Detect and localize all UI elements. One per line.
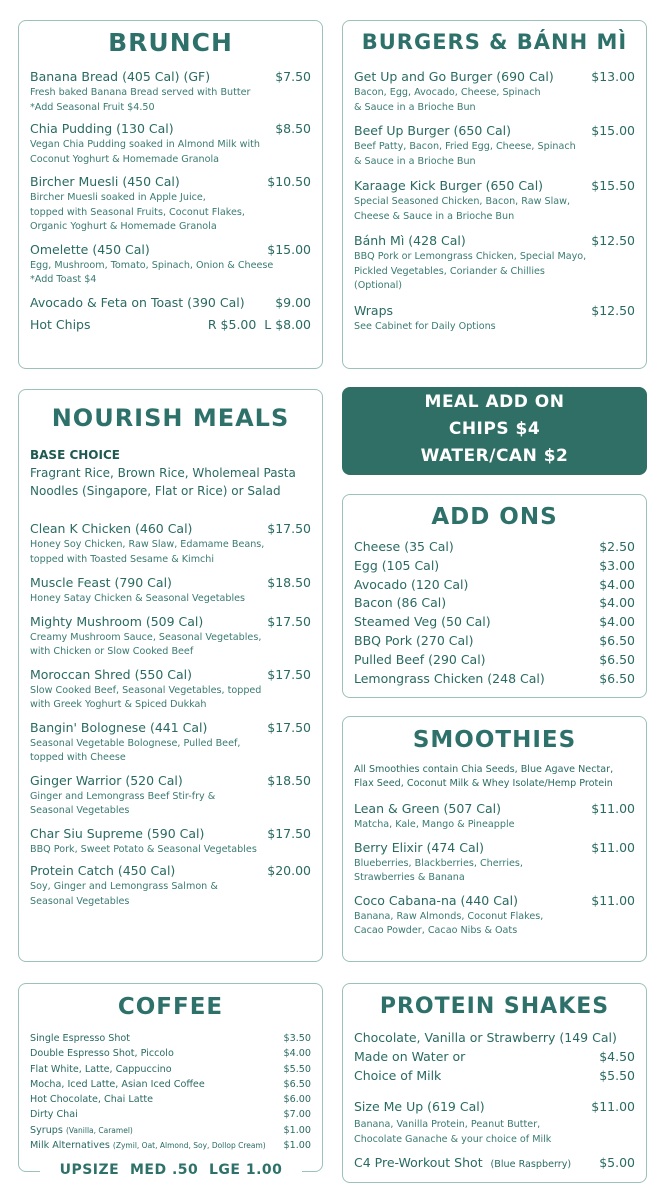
protein-panel xyxy=(342,983,647,1183)
item-description: Slow Cooked Beef, Seasonal Vegetables, topped with Greek Yoghurt & Spiced Dukkah xyxy=(30,684,262,710)
coffee-row xyxy=(30,1123,311,1138)
coffee-row xyxy=(30,1077,311,1092)
coffee-upsize: UPSIZE MED .50 LGE 1.00 xyxy=(40,1162,302,1178)
brunch-panel xyxy=(18,20,323,369)
item-name: Char Siu Supreme (590 Cal) xyxy=(30,825,205,841)
addons-list xyxy=(354,538,635,688)
addon-name: Bacon (86 Cal) xyxy=(354,595,447,611)
smoothies-panel xyxy=(342,716,647,962)
coffee-name: Single Espresso Shot xyxy=(30,1033,131,1044)
protein-size-name: Size Me Up (619 Cal) xyxy=(354,1099,485,1114)
menu-item xyxy=(30,242,311,288)
item-description: Honey Satay Chicken & Seasonal Vegetables xyxy=(30,593,246,604)
protein-title: PROTEIN SHAKES xyxy=(379,994,610,1019)
item-description: Bacon, Egg, Avocado, Cheese, Spinach & Sauce in a Brioche Bun xyxy=(354,87,541,113)
item-price: $11.00 xyxy=(591,839,635,855)
protein-flavours: Chocolate, Vanilla or Strawberry (149 Cal) xyxy=(354,1030,617,1045)
base-choice-label: BASE CHOICE xyxy=(30,448,120,462)
item-price: $17.50 xyxy=(267,825,311,841)
coffee-name-group xyxy=(30,1031,130,1046)
coffee-row xyxy=(30,1046,311,1061)
addon-row xyxy=(354,613,635,632)
addon-row xyxy=(354,594,635,613)
item-name: Muscle Feast (790 Cal) xyxy=(30,575,172,590)
addon-row xyxy=(354,632,635,651)
addon-row xyxy=(354,670,635,689)
addon-name: Lemongrass Chicken (248 Cal) xyxy=(354,670,545,686)
coffee-name: Mocha, Iced Latte, Asian Iced Coffee xyxy=(30,1078,205,1090)
protein-milk-row xyxy=(354,1066,635,1085)
item-description: Fresh baked Banana Bread served with Butter *Add Seasonal Fruit $4.50 xyxy=(30,87,251,113)
item-name: Get Up and Go Burger (690 Cal) xyxy=(354,69,554,84)
item-description: Honey Soy Chicken, Raw Slaw, Edamame Beans, topped with Toasted Sesame & Kimchi xyxy=(30,539,265,565)
menu-item xyxy=(354,178,635,224)
item-price: $17.50 xyxy=(267,719,311,735)
addon-name: Cheese (35 Cal) xyxy=(354,539,454,554)
item-price: $15.00 xyxy=(267,241,311,257)
menu-item xyxy=(354,801,635,833)
coffee-row xyxy=(30,1092,311,1107)
item-price: $7.50 xyxy=(275,69,311,84)
burgers-title: BURGERS & BÁNH MÌ xyxy=(361,30,628,54)
item-price: $17.50 xyxy=(267,666,311,682)
addon-price: $6.50 xyxy=(599,670,635,686)
item-price: $8.50 xyxy=(275,121,311,136)
menu-item xyxy=(354,123,635,169)
coffee-name-group xyxy=(30,1107,78,1122)
item-name: Berry Elixir (474 Cal) xyxy=(354,839,484,855)
item-name: Ginger Warrior (520 Cal) xyxy=(30,772,183,788)
item-description: Blueberries, Blackberries, Cherries, Strawberries & Banana xyxy=(354,857,523,883)
coffee-name: Syrups xyxy=(30,1124,63,1136)
addon-price: $2.50 xyxy=(599,539,635,554)
coffee-name: Double Espresso Shot, Piccolo xyxy=(30,1048,174,1060)
item-description: Creamy Mushroom Sauce, Seasonal Vegetables, with Chicken or Slow Cooked Beef xyxy=(30,631,262,657)
item-price: $18.50 xyxy=(267,772,311,788)
coffee-name: Dirty Chai xyxy=(30,1109,78,1121)
meal-addon-banner xyxy=(342,387,647,475)
item-price: $9.00 xyxy=(275,294,311,310)
menu-item xyxy=(30,521,311,567)
item-price: $10.50 xyxy=(267,174,311,189)
addon-name: Pulled Beef (290 Cal) xyxy=(354,651,486,667)
coffee-price: $7.00 xyxy=(283,1109,311,1121)
addon-price: $6.50 xyxy=(599,632,635,648)
coffee-row xyxy=(30,1031,311,1046)
item-name: Omelette (450 Cal) xyxy=(30,241,150,257)
addon-row xyxy=(354,557,635,576)
coffee-row xyxy=(30,1138,311,1153)
coffee-row xyxy=(30,1062,311,1077)
item-price: $13.00 xyxy=(591,69,635,84)
item-price: $15.50 xyxy=(591,178,635,193)
nourish-title: NOURISH MEALS xyxy=(51,404,290,432)
addon-price: $6.50 xyxy=(599,651,635,667)
item-description: Ginger and Lemongrass Beef Stir-fry & Seasonal Vegetables xyxy=(30,790,216,816)
item-price: $17.50 xyxy=(267,521,311,536)
coffee-note: (Zymil, Oat, Almond, Soy, Dollop Cream) xyxy=(112,1141,266,1151)
item-price: $12.50 xyxy=(591,302,635,318)
item-name: Chia Pudding (130 Cal) xyxy=(30,121,174,136)
addon-price: $4.00 xyxy=(599,576,635,592)
protein-c4-row xyxy=(354,1153,635,1174)
meal-addon-line3: WATER/CAN $2 xyxy=(420,446,569,466)
coffee-name: Flat White, Latte, Cappuccino xyxy=(30,1063,172,1075)
protein-size-row xyxy=(354,1097,635,1116)
addon-row xyxy=(354,651,635,670)
item-name: Wraps xyxy=(354,302,394,318)
menu-item xyxy=(30,121,311,167)
burgers-panel xyxy=(342,20,647,369)
menu-item xyxy=(30,614,311,660)
menu-item xyxy=(354,840,635,886)
smoothies-intro: All Smoothies contain Chia Seeds, Blue Agave Nectar, Flax Seed, Coconut Milk & Whey Isolate/Hemp Protein xyxy=(354,764,614,789)
item-description: Beef Patty, Bacon, Fried Egg, Cheese, Spinach & Sauce in a Brioche Bun xyxy=(354,141,576,167)
item-description: BBQ Pork, Sweet Potato & Seasonal Vegetables xyxy=(30,843,257,855)
addon-name: BBQ Pork (270 Cal) xyxy=(354,632,474,648)
coffee-name-group xyxy=(30,1062,172,1077)
base-choice-text: Fragrant Rice, Brown Rice, Wholemeal Pasta Noodles (Singapore, Flat or Rice) or Salad xyxy=(30,466,296,498)
coffee-panel xyxy=(18,983,323,1172)
menu-item xyxy=(30,667,311,713)
item-name: Bánh Mì (428 Cal) xyxy=(354,233,466,248)
item-name: Lean & Green (507 Cal) xyxy=(354,801,501,816)
addon-price: $3.00 xyxy=(599,557,635,573)
addon-name: Egg (105 Cal) xyxy=(354,557,440,573)
item-name: Avocado & Feta on Toast (390 Cal) xyxy=(30,294,245,310)
coffee-price: $1.00 xyxy=(283,1140,311,1152)
item-price: R $5.00 L $8.00 xyxy=(207,316,311,332)
coffee-name: Hot Chocolate, Chai Latte xyxy=(30,1094,154,1106)
item-name: Karaage Kick Burger (650 Cal) xyxy=(354,178,544,193)
coffee-title: COFFEE xyxy=(117,994,224,1020)
item-price: $12.50 xyxy=(591,233,635,248)
item-name: Mighty Mushroom (509 Cal) xyxy=(30,613,204,629)
item-price: $20.00 xyxy=(267,863,311,878)
menu-item xyxy=(30,295,311,310)
brunch-list xyxy=(30,69,311,339)
coffee-price: $6.00 xyxy=(283,1094,311,1106)
item-name: Bangin' Bolognese (441 Cal) xyxy=(30,719,208,735)
menu-item xyxy=(30,720,311,766)
smoothies-list xyxy=(354,801,635,946)
item-name: Beef Up Burger (650 Cal) xyxy=(354,123,511,138)
item-price: $15.00 xyxy=(591,123,635,138)
coffee-price: $4.00 xyxy=(283,1048,311,1060)
smoothies-title: SMOOTHIES xyxy=(412,727,577,753)
item-description: Banana, Raw Almonds, Coconut Flakes, Cacao Powder, Cacao Nibs & Oats xyxy=(354,910,544,936)
protein-size-desc: Banana, Vanilla Protein, Peanut Butter, Chocolate Ganache & your choice of Milk xyxy=(354,1119,552,1145)
coffee-note: (Vanilla, Caramel) xyxy=(65,1125,133,1135)
addon-name: Steamed Veg (50 Cal) xyxy=(354,614,491,630)
addon-price: $4.00 xyxy=(599,614,635,630)
coffee-name-group xyxy=(30,1092,153,1107)
item-description: Egg, Mushroom, Tomato, Spinach, Onion & Cheese *Add Toast $4 xyxy=(30,259,274,285)
addons-title: ADD ONS xyxy=(431,504,558,530)
meal-addon-line2: CHIPS $4 xyxy=(448,419,541,439)
menu-item xyxy=(30,826,311,858)
addon-row xyxy=(354,576,635,595)
item-name: Banana Bread (405 Cal) (GF) xyxy=(30,69,211,84)
nourish-list xyxy=(30,521,311,915)
coffee-name-group xyxy=(30,1138,266,1153)
menu-item xyxy=(354,69,635,115)
protein-size-price: $11.00 xyxy=(591,1099,635,1114)
addon-row xyxy=(354,538,635,557)
item-description: Matcha, Kale, Mango & Pineapple xyxy=(354,819,515,830)
item-name: Hot Chips xyxy=(30,316,91,332)
menu-item xyxy=(30,317,311,332)
coffee-name: Milk Alternatives xyxy=(30,1140,110,1152)
item-name: Moroccan Shred (550 Cal) xyxy=(30,666,193,682)
item-name: Clean K Chicken (460 Cal) xyxy=(30,521,193,536)
item-name: Protein Catch (450 Cal) xyxy=(30,863,176,878)
addon-name: Avocado (120 Cal) xyxy=(354,576,469,592)
brunch-title: BRUNCH xyxy=(108,28,233,57)
protein-water-price: $4.50 xyxy=(599,1049,635,1064)
protein-c4-note: (Blue Raspberry) xyxy=(490,1159,572,1170)
menu-item xyxy=(30,174,311,235)
nourish-panel xyxy=(18,389,323,962)
item-description: See Cabinet for Daily Options xyxy=(354,320,496,332)
coffee-price: $3.50 xyxy=(283,1033,311,1044)
menu-item xyxy=(354,233,635,294)
item-description: Bircher Muesli soaked in Apple Juice, topped with Seasonal Fruits, Coconut Flakes, Organic Yoghurt & Homemade Granola xyxy=(30,192,245,232)
coffee-list xyxy=(30,1031,311,1153)
coffee-price: $5.50 xyxy=(283,1063,311,1075)
protein-milk-label: Choice of Milk xyxy=(354,1068,442,1083)
coffee-price: $1.00 xyxy=(283,1124,311,1136)
item-price: $11.00 xyxy=(591,801,635,816)
addons-panel xyxy=(342,494,647,698)
item-price: $18.50 xyxy=(267,575,311,590)
item-description: BBQ Pork or Lemongrass Chicken, Special Mayo, Pickled Vegetables, Coriander & Chillies (Optional) xyxy=(354,251,587,291)
item-name: Coco Cabana-na (440 Cal) xyxy=(354,892,518,908)
protein-water-row xyxy=(354,1047,635,1066)
item-price: $11.00 xyxy=(591,892,635,908)
protein-c4-price: $5.00 xyxy=(599,1155,635,1170)
addon-price: $4.00 xyxy=(599,595,635,611)
burgers-list xyxy=(354,69,635,343)
menu-item xyxy=(30,575,311,607)
item-name: Bircher Muesli (450 Cal) xyxy=(30,174,180,189)
menu-item xyxy=(354,303,635,335)
menu-item xyxy=(354,893,635,939)
coffee-name-group xyxy=(30,1046,174,1061)
protein-milk-price: $5.50 xyxy=(599,1068,635,1083)
meal-addon-line1: MEAL ADD ON xyxy=(424,392,565,412)
coffee-name-group xyxy=(30,1123,133,1138)
menu-item xyxy=(30,773,311,819)
item-description: Soy, Ginger and Lemongrass Salmon & Seasonal Vegetables xyxy=(30,881,218,907)
protein-c4-name: C4 Pre-Workout Shot xyxy=(354,1155,483,1170)
coffee-row xyxy=(30,1107,311,1122)
item-description: Special Seasoned Chicken, Bacon, Raw Slaw, Cheese & Sauce in a Brioche Bun xyxy=(354,196,571,222)
item-description: Vegan Chia Pudding soaked in Almond Milk with Coconut Yoghurt & Homemade Granola xyxy=(30,139,260,165)
coffee-name-group xyxy=(30,1077,205,1092)
coffee-price: $6.50 xyxy=(283,1078,311,1090)
menu-item xyxy=(30,863,311,909)
item-description: Seasonal Vegetable Bolognese, Pulled Beef, topped with Cheese xyxy=(30,737,241,763)
item-price: $17.50 xyxy=(267,613,311,629)
protein-water-label: Made on Water or xyxy=(354,1049,466,1064)
menu-item xyxy=(30,69,311,115)
